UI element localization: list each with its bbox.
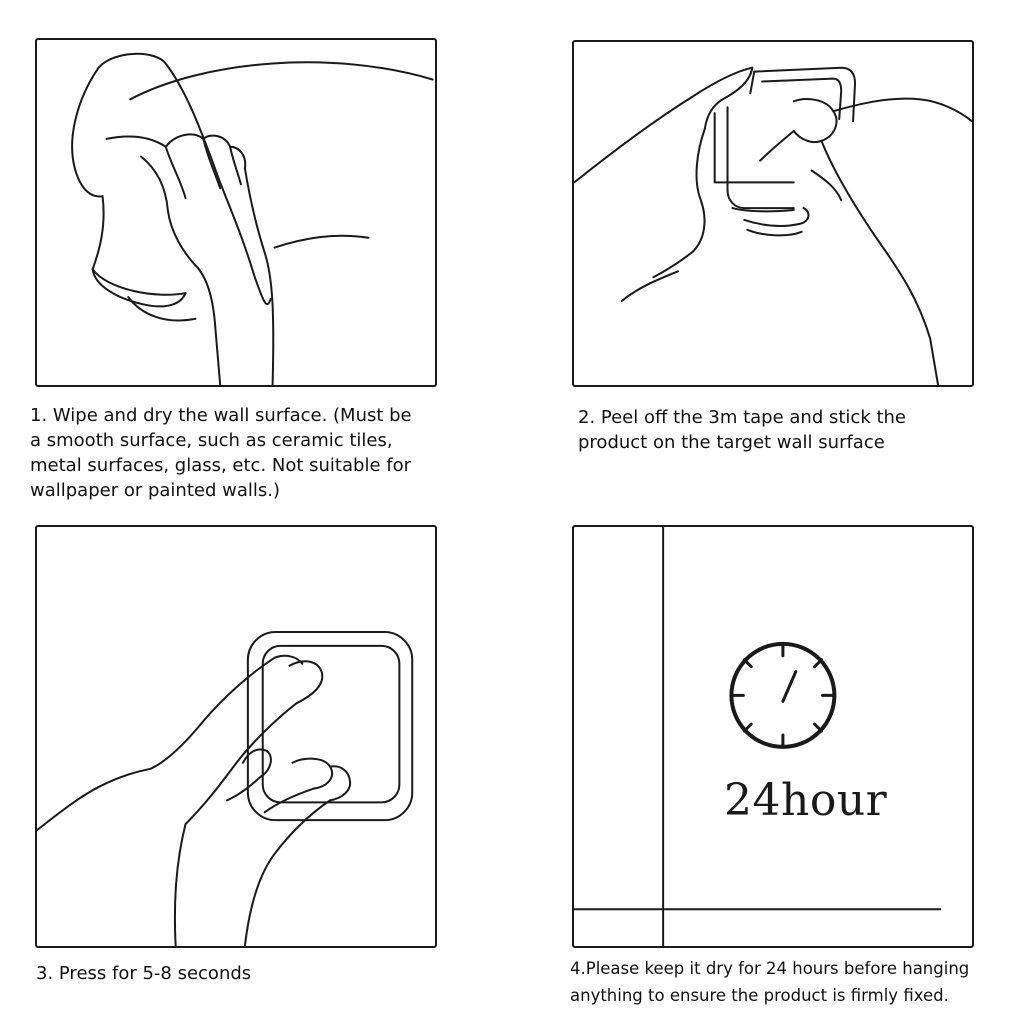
step-2-caption-line: 2. Peel off the 3m tape and stick the (578, 407, 906, 428)
step-1-caption-line: 1. Wipe and dry the wall surface. (Must be (30, 405, 412, 426)
step-1-illustration (35, 38, 437, 387)
step-1-caption (30, 403, 412, 503)
step-1-caption-line: metal surfaces, glass, etc. Not suitable for (30, 455, 411, 476)
step-1-caption-line: a smooth surface, such as ceramic tiles, (30, 430, 393, 451)
pressing-finger-icon (37, 527, 435, 946)
wiping-hand-icon (37, 40, 435, 385)
clock-label: 24hour (724, 775, 888, 826)
step-3-illustration (35, 525, 437, 948)
step-3-caption-line: 3. Press for 5-8 seconds (36, 963, 252, 984)
step-4-caption-line: 4.Please keep it dry for 24 hours before hanging (570, 959, 970, 978)
step-2-caption-line: product on the target wall surface (578, 432, 885, 453)
step-4-caption (570, 955, 969, 1009)
step-2-illustration (572, 40, 974, 387)
step-2-caption (578, 405, 906, 455)
clock-icon (574, 527, 972, 946)
step-3-caption (36, 961, 251, 986)
step-4-illustration (572, 525, 974, 948)
peeling-tape-icon (574, 42, 972, 385)
step-4-caption-line: anything to ensure the product is firmly fixed. (570, 986, 949, 1005)
step-1-caption-line: wallpaper or painted walls.) (30, 480, 280, 501)
